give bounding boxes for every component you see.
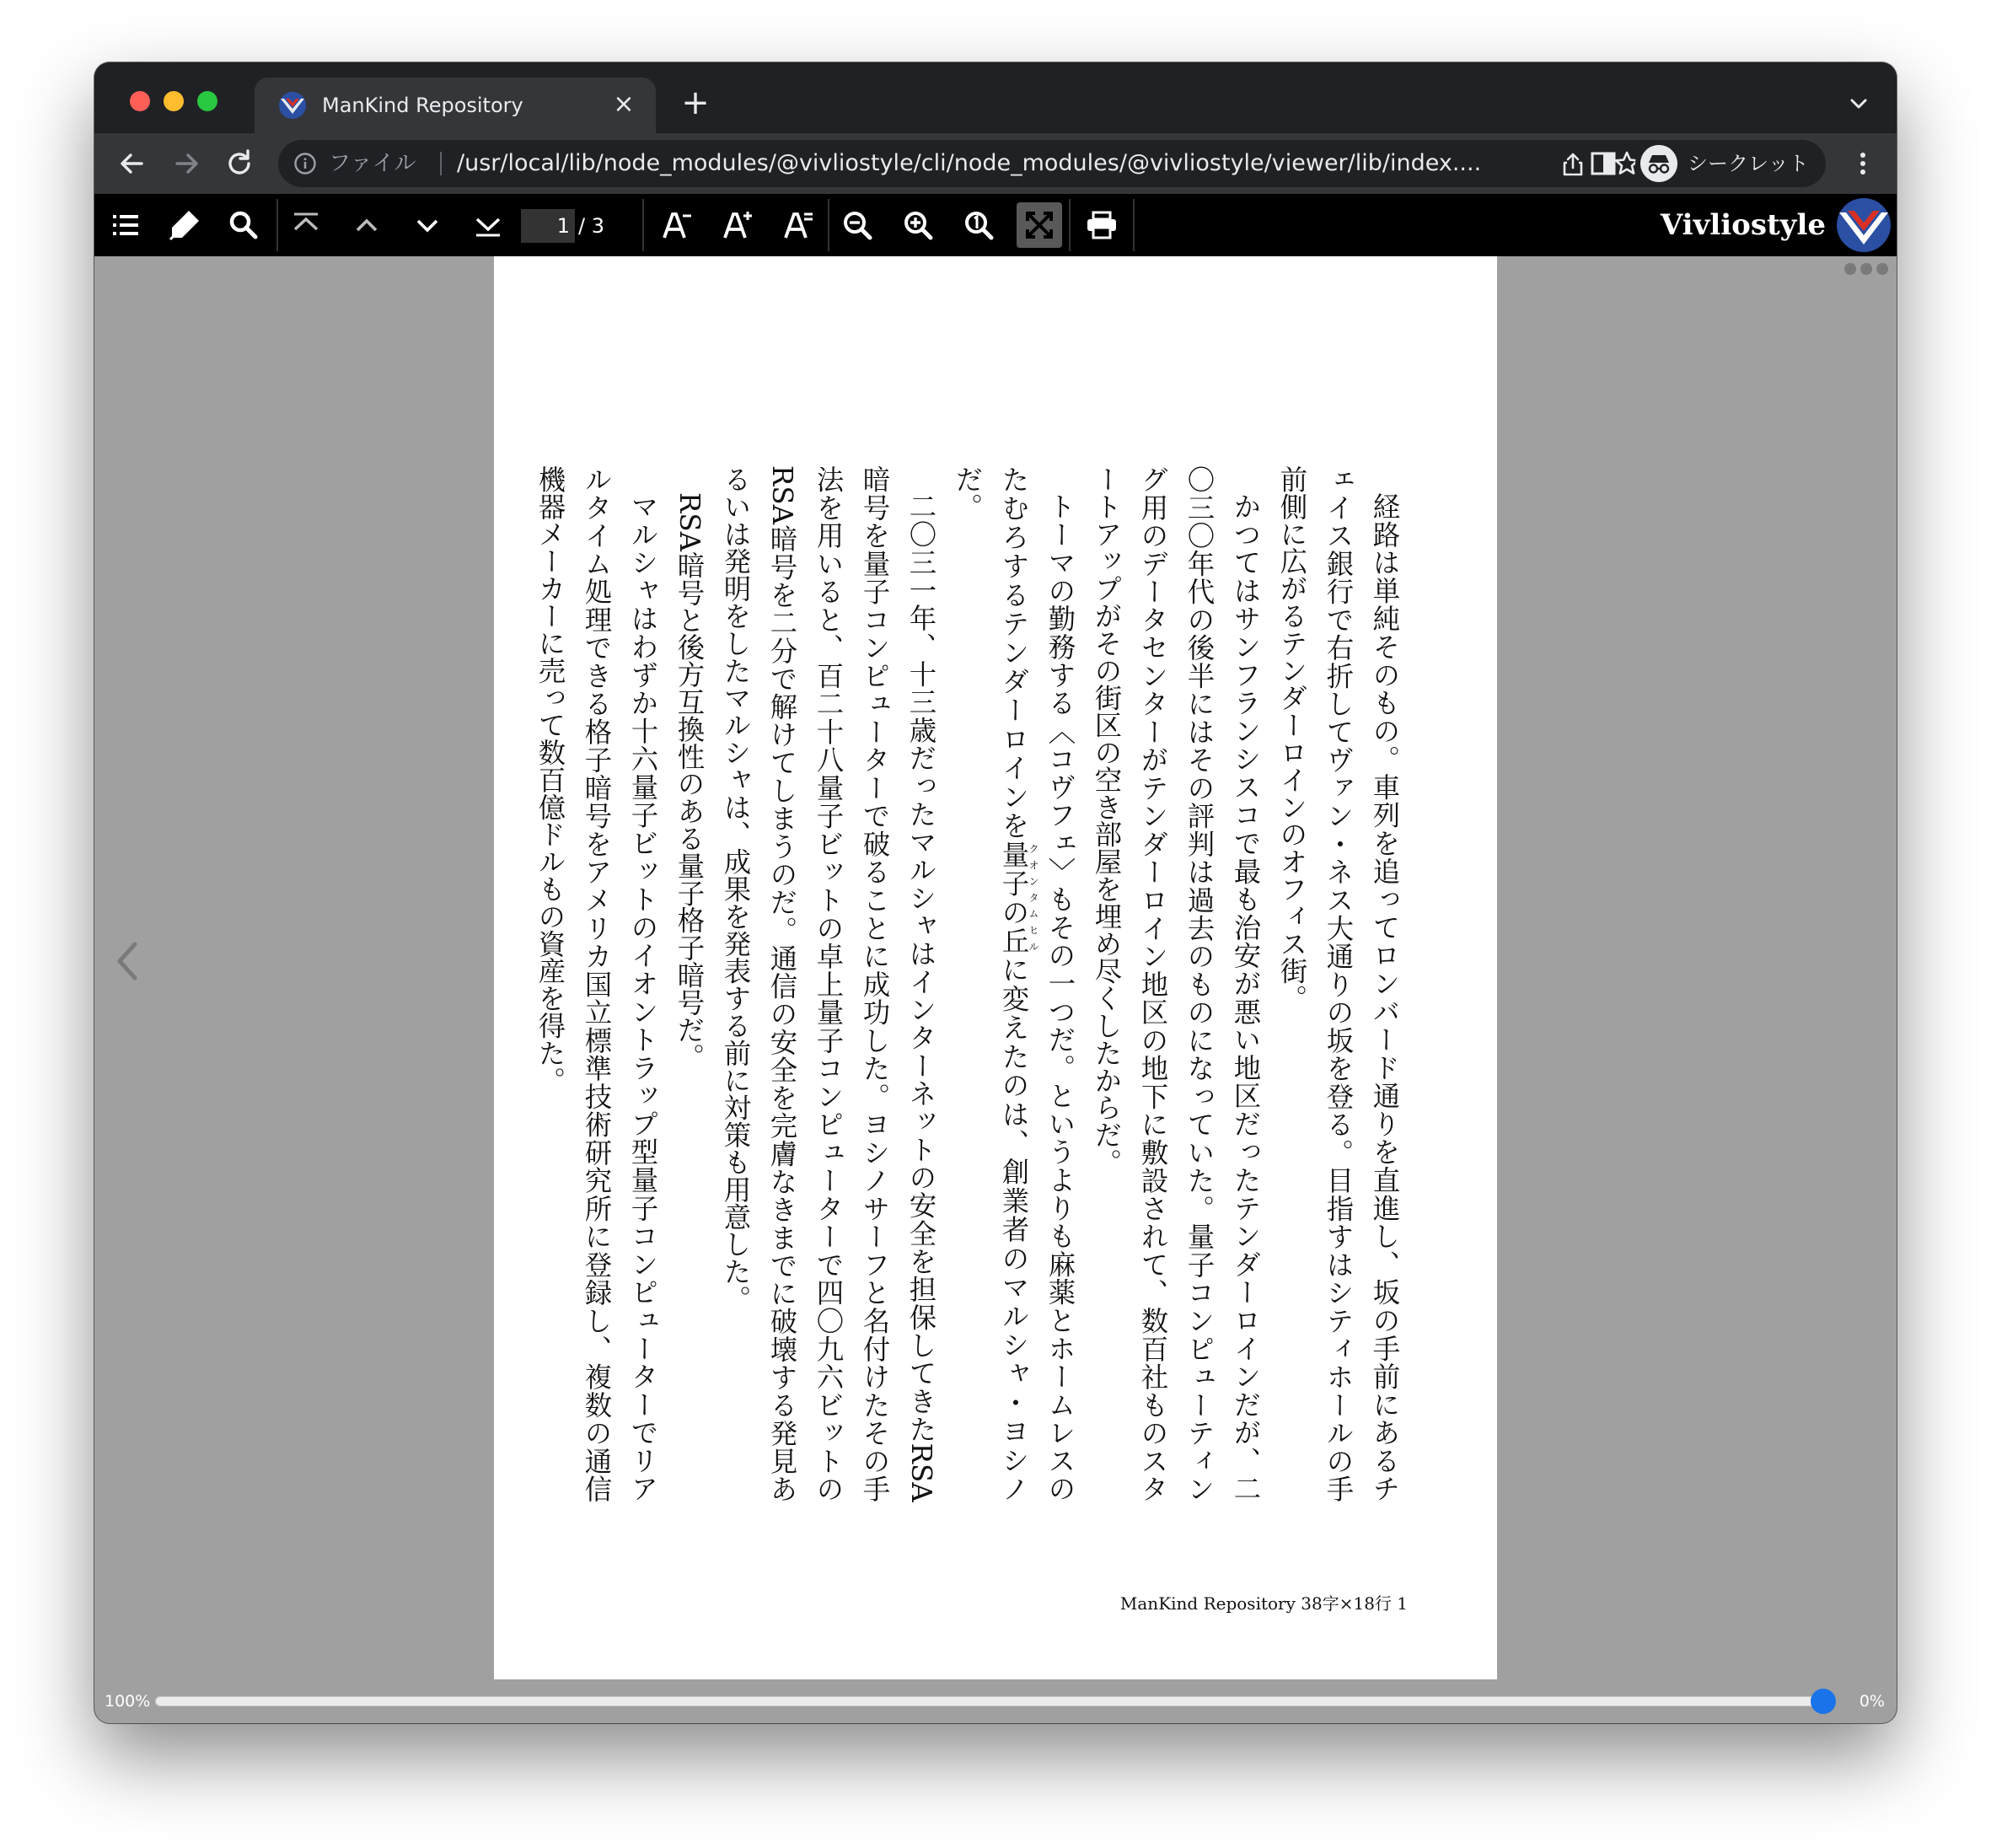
toc-button[interactable] [103, 202, 148, 248]
zoom-out-icon [835, 202, 880, 248]
search-icon [221, 202, 266, 248]
vivliostyle-favicon-icon [278, 91, 307, 120]
ruby-word [998, 840, 1039, 956]
browser-toolbar [94, 133, 1897, 194]
incognito-badge[interactable] [1635, 140, 1826, 187]
new-tab-button[interactable]: + [681, 83, 710, 122]
zoom-in-button[interactable] [895, 202, 941, 248]
zoom-level-label: 100% [105, 1692, 151, 1711]
zoom-out-button[interactable] [835, 202, 880, 248]
fit-to-screen-button[interactable] [1017, 202, 1062, 248]
last-page-icon [465, 202, 511, 248]
vivliostyle-brand: Vivliostyle [1660, 208, 1826, 242]
font-reset-icon [775, 202, 821, 248]
paragraph [944, 465, 1083, 1502]
tab-close-button[interactable]: × [613, 89, 635, 119]
zoom-in-icon [895, 202, 941, 248]
viewer-toolbar [94, 194, 1897, 256]
search-button[interactable] [221, 202, 266, 248]
toolbar-divider [642, 199, 644, 251]
url-text[interactable]: /usr/local/lib/node_modules/@vivliostyle/cli/node_modules/@vivliostyle/viewer/lib/index.... [457, 150, 1482, 176]
font-size-reset-button[interactable] [775, 202, 821, 248]
font-size-increase-button[interactable] [715, 202, 760, 248]
page-body-text [534, 465, 1408, 1503]
back-arrow-icon[interactable] [115, 147, 148, 180]
chevron-down-icon [405, 202, 450, 248]
ruby-annotation: クオンタムヒル [1028, 840, 1039, 954]
browser-window [94, 62, 1897, 1723]
first-page-button[interactable] [283, 202, 329, 248]
side-panel-icon[interactable] [1590, 150, 1617, 177]
marker-button[interactable] [162, 202, 207, 248]
progress-label: 0% [1859, 1692, 1885, 1711]
list-icon [103, 202, 148, 248]
toolbar-divider [1069, 199, 1071, 251]
close-window-button[interactable] [130, 91, 150, 111]
page-number-input[interactable]: 1 [521, 209, 575, 243]
chevron-down-icon[interactable] [1846, 91, 1871, 116]
last-page-button[interactable] [465, 202, 511, 248]
address-bar[interactable] [278, 140, 1677, 187]
document-page [494, 256, 1497, 1679]
reload-icon[interactable] [223, 147, 256, 180]
more-horizontal-icon[interactable] [1843, 261, 1890, 277]
url-scheme-label: ファイル [329, 151, 416, 176]
fit-to-screen-icon [1017, 202, 1062, 248]
tab-strip [94, 62, 1897, 133]
minimize-window-button[interactable] [164, 91, 184, 111]
maximize-window-button[interactable] [197, 91, 217, 111]
page-footer: ManKind Repository 38字×18行 1 [1119, 1593, 1408, 1614]
incognito-icon [1640, 145, 1677, 182]
document-viewport[interactable] [94, 256, 1897, 1679]
next-page-button[interactable] [405, 202, 450, 248]
forward-arrow-icon[interactable] [170, 147, 204, 180]
paragraph: かつてはサンフランシスコで最も治安が悪い地区だったテンダーロインだが、二〇三〇年代の後半にはその評判は過去のものになっていた。量子コンピューティング用のデータセンターがテンダーロイン地区の地下に敷設されて、数百社ものスタートアップがその街区の空き部屋を埋め尽くしたからだ。 [1091, 465, 1262, 1502]
toolbar-divider [828, 199, 829, 251]
progress-slider-track[interactable] [155, 1696, 1836, 1706]
font-decrease-icon [654, 202, 700, 248]
paragraph-text: に変えたのは、創業者のマルシャ・ヨシノだ。 [952, 465, 1030, 1503]
progress-slider-thumb[interactable] [1811, 1689, 1836, 1714]
more-vertical-icon[interactable] [1853, 148, 1873, 179]
vivliostyle-logo-icon [1834, 196, 1893, 255]
chevron-left-icon[interactable] [111, 937, 142, 985]
tab-title: ManKind Repository [322, 94, 523, 117]
incognito-label: シークレット [1688, 152, 1809, 175]
paragraph-text: トーマの勤務する〈コヴフェ〉もその一つだ。というよりも麻薬とホームレスのたむろするテンダーロインを [998, 465, 1076, 1502]
paragraph: RSA暗号と後方互換性のある量子格子暗号だ。 [674, 492, 706, 1071]
toolbar-divider [276, 199, 278, 251]
share-icon[interactable] [1561, 152, 1585, 177]
tab-mankind-repository[interactable] [255, 78, 656, 133]
paragraph: マルシャはわずか十六量子ビットのイオントラップ型量子コンピューターでリアルタイム処理できる格子暗号をアメリカ国立標準技術研究所に登録し、複数の通信機器メーカーに売って数百億ドルもの資産を得た。 [534, 465, 659, 1502]
zoom-actual-size-button[interactable] [956, 202, 1001, 248]
ruby-base: 量子の丘 [998, 840, 1030, 956]
chevron-up-icon [344, 202, 389, 248]
printer-icon [1079, 202, 1124, 248]
previous-page-button[interactable] [344, 202, 389, 248]
first-page-icon [283, 202, 329, 248]
zoom-actual-size-icon [956, 202, 1001, 248]
font-size-decrease-button[interactable] [654, 202, 700, 248]
print-button[interactable] [1079, 202, 1124, 248]
paragraph: 経路は単純そのもの。車列を追ってロンバード通りを直進し、坂の手前にあるチェイス銀行で右折してヴァン・ネス大通りの坂を登る。目指すはシティホールの手前側に広がるテンダーロインのオフィス街。 [1276, 465, 1401, 1502]
toolbar-divider [1133, 199, 1135, 251]
info-icon[interactable] [293, 152, 317, 175]
font-increase-icon [715, 202, 760, 248]
url-separator [440, 152, 442, 175]
progress-bar-area [94, 1679, 1897, 1723]
page-total-label: / 3 [578, 214, 604, 238]
paragraph: 二〇三一年、十三歳だったマルシャはインターネットの安全を担保してきたRSA暗号を量子コンピューターで破ることに成功した。ヨシノサーフと名付けたその手法を用いると、百二十八量子ビットの卓上量子コンピューターで四〇九六ビットのRSA暗号を二分で解けてしまうのだ。通信の安全を完膚なきまでに破壊する発見あるいは発明をしたマルシャは、成果を発表する前に対策も用意した。 [720, 465, 937, 1502]
marker-pen-icon [162, 202, 207, 248]
